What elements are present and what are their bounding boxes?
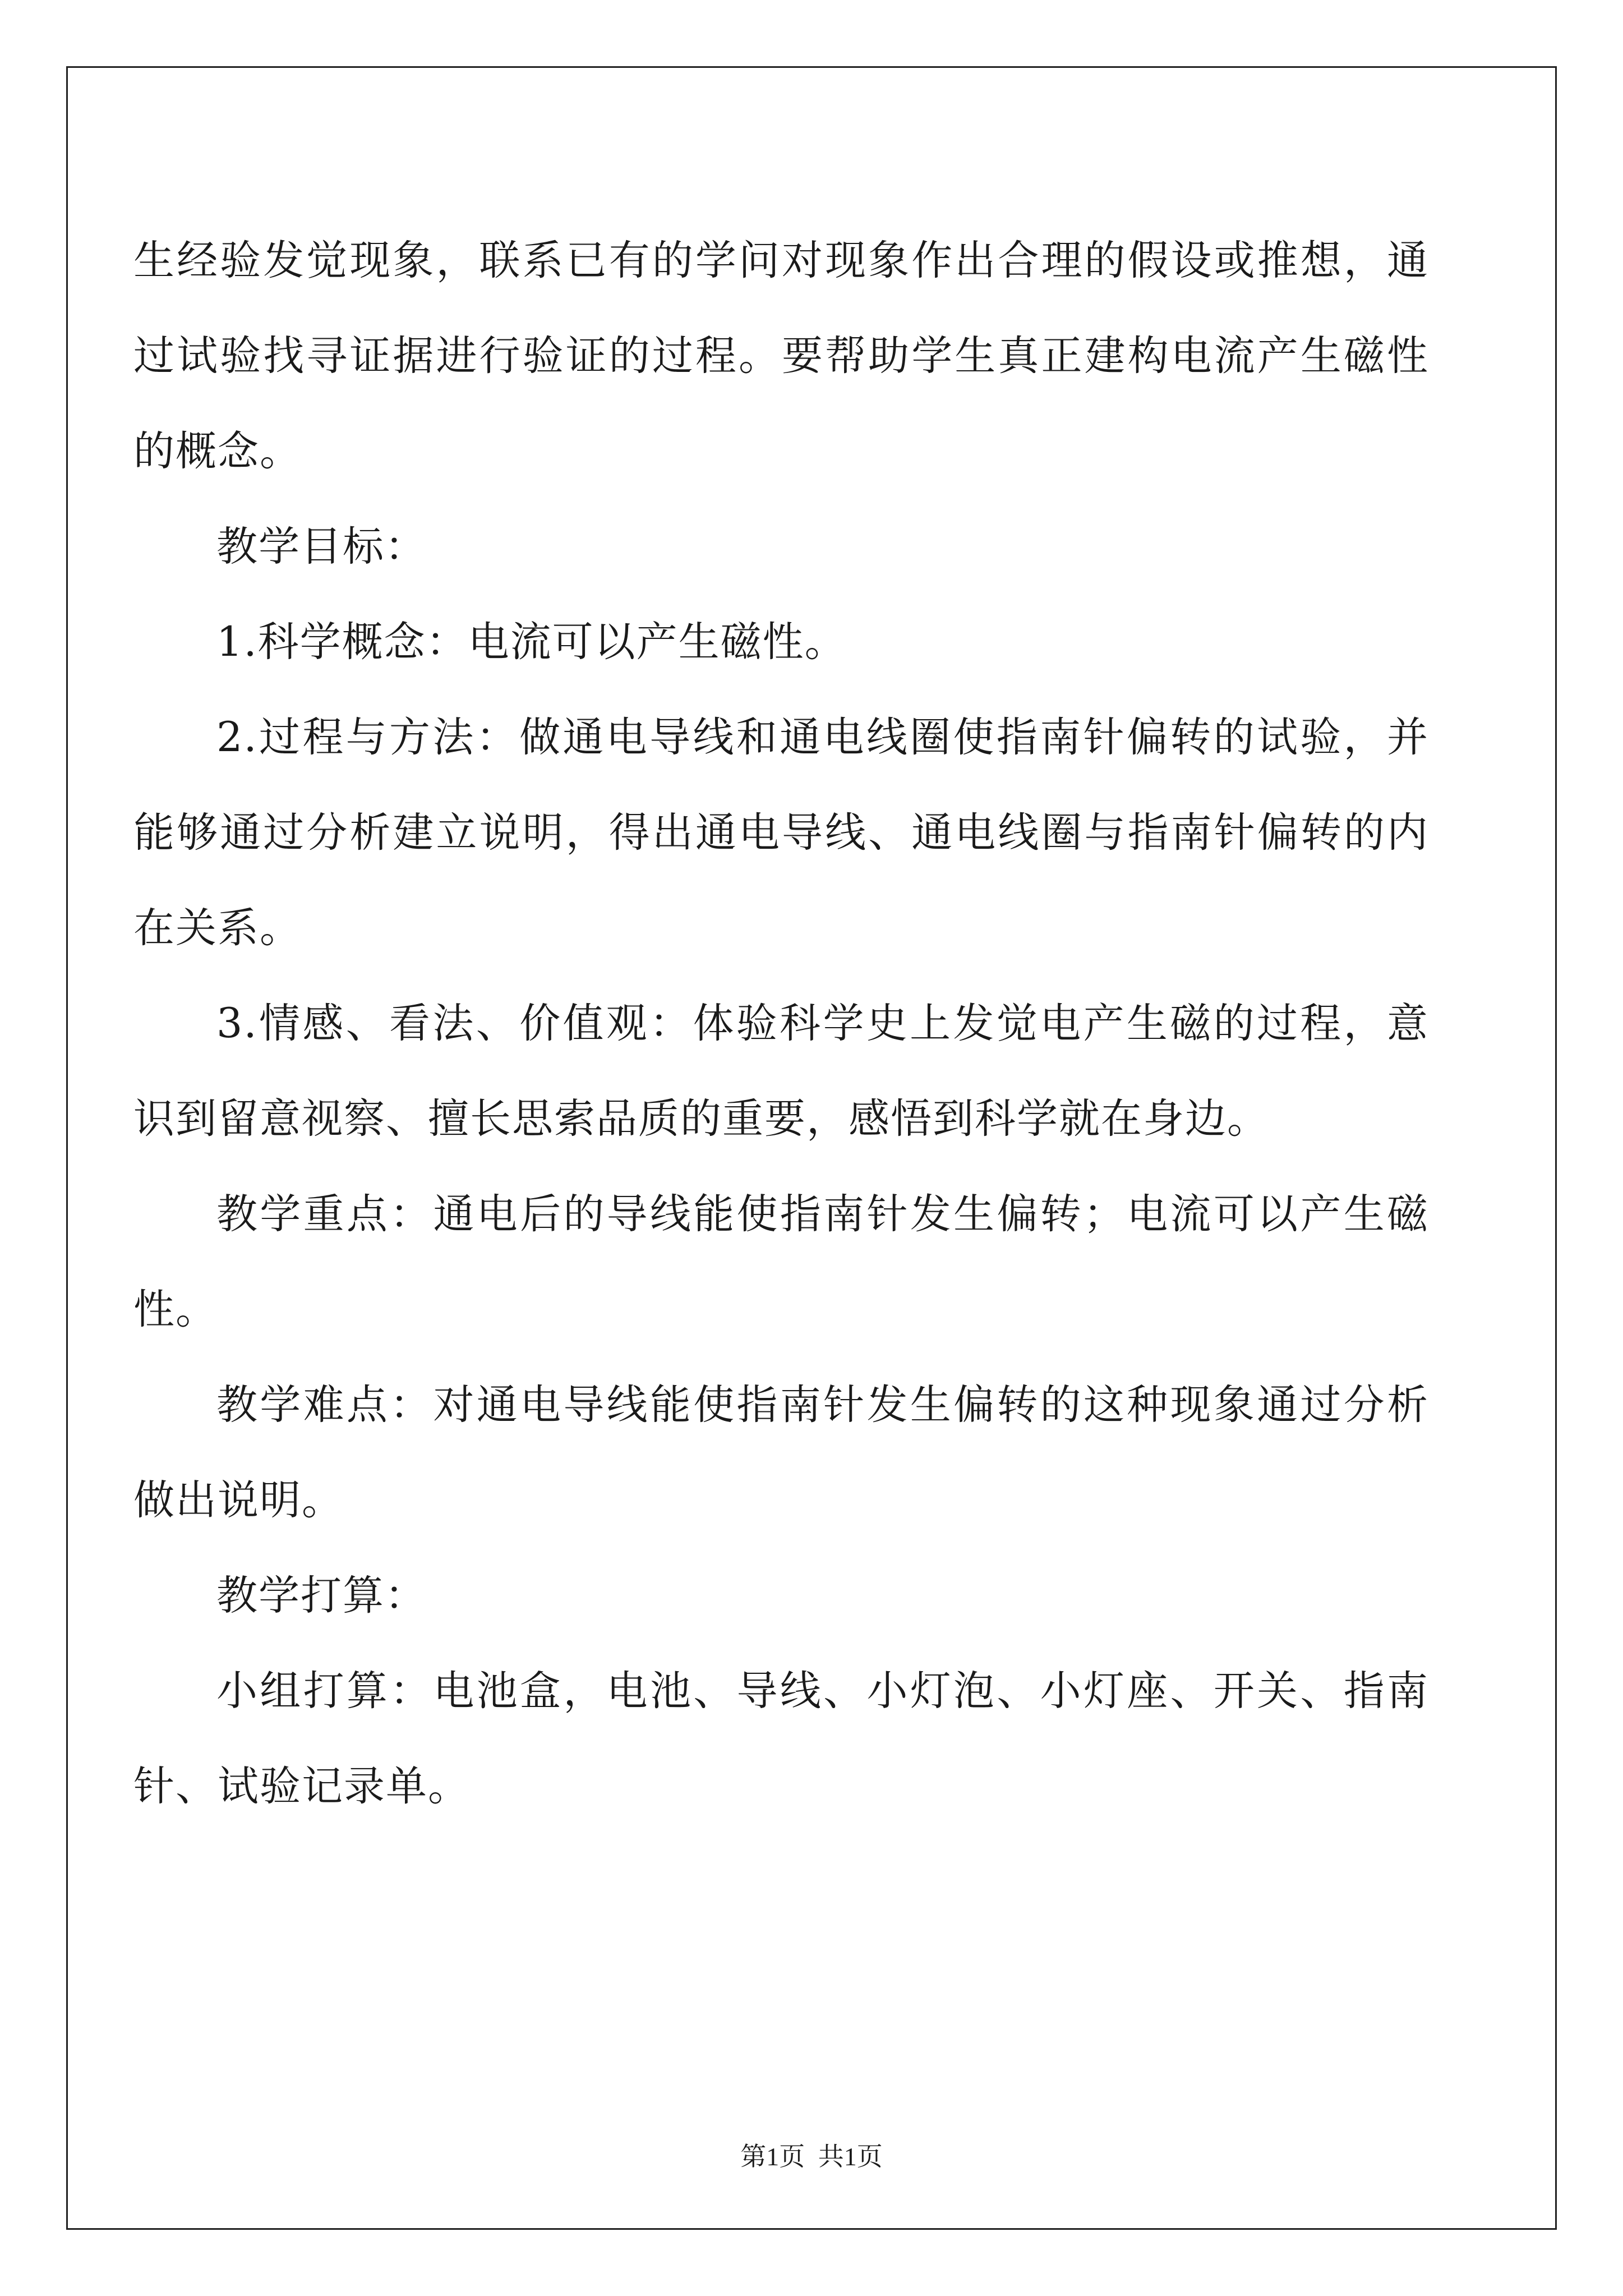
paragraph-difficulties: 教学难点：对通电导线能使指南针发生偏转的这种现象通过分析做出说明。: [133, 1381, 1429, 1524]
paragraph-objective-1: 1.科学概念：电流可以产生磁性。: [216, 618, 847, 666]
paragraph-key-points: 教学重点：通电后的导线能使指南针发生偏转；电流可以产生磁性。: [133, 1190, 1429, 1333]
page-total: 共1页: [818, 2142, 883, 2171]
paragraph-objectives-heading: 教学目标：: [216, 523, 427, 570]
document-body: [133, 213, 1429, 1834]
paragraph-intro: 生经验发觉现象，联系已有的学问对现象作出合理的假设或推想，通过试验找寻证据进行验证的过程。要帮助学生真正建构电流产生磁性的概念。: [133, 237, 1429, 475]
page-footer: [0, 2140, 1623, 2174]
paragraph-objective-2: 2.过程与方法：做通电导线和通电线圈使指南针偏转的试验，并能够通过分析建立说明，得出通电导线、通电线圈与指南针偏转的内在关系。: [133, 714, 1429, 952]
page-number: 第1页: [740, 2142, 805, 2171]
paragraph-objective-3: 3.情感、看法、价值观：体验科学史上发觉电产生磁的过程，意识到留意视察、擅长思索品质的重要，感悟到科学就在身边。: [133, 1000, 1429, 1143]
paragraph-group-preparation: 小组打算：电池盒，电池、导线、小灯泡、小灯座、开关、指南针、试验记录单。: [133, 1667, 1429, 1810]
paragraph-preparation-heading: 教学打算：: [216, 1572, 427, 1619]
